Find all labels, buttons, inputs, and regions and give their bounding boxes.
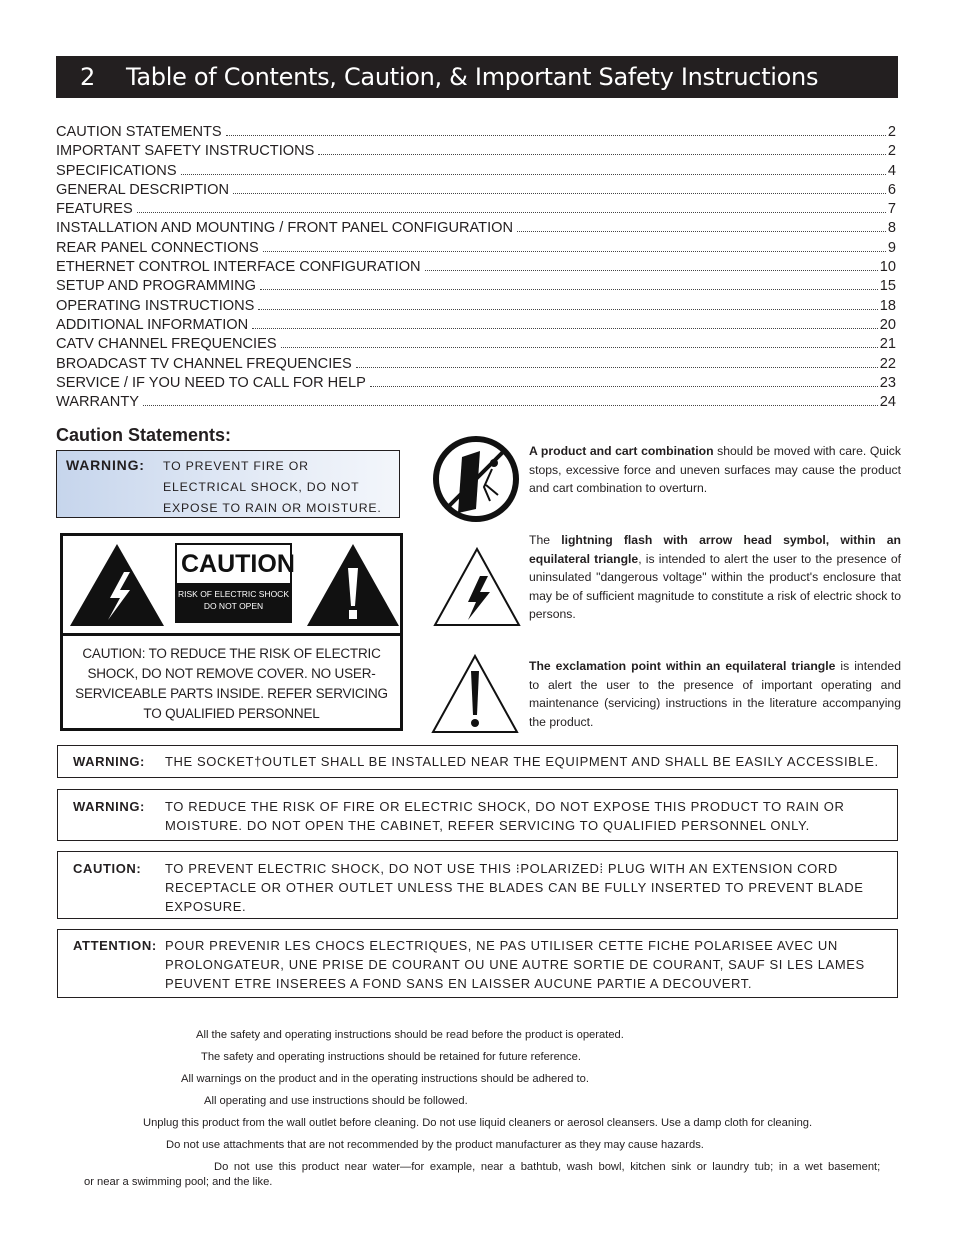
toc-label: ETHERNET CONTROL INTERFACE CONFIGURATION [56,259,421,276]
toc-leader [143,405,878,406]
caution-label [60,533,403,731]
toc-label: SPECIFICATIONS [56,162,177,179]
toc-page: 15 [879,278,896,295]
warning-text: TO PREVENT FIRE OR ELECTRICAL SHOCK, DO NOT EXPOSE TO RAIN OR MOISTURE. [163,459,382,515]
caution-title-block [175,543,295,623]
toc-row[interactable] [56,200,896,219]
table-of-contents [56,123,896,412]
toc-label: OPERATING INSTRUCTIONS [56,297,255,314]
notice-label: WARNING: [73,799,145,814]
toc-row[interactable] [56,297,896,316]
toc-leader [181,174,886,175]
toc-row[interactable] [56,239,896,258]
caution-label-text [63,633,400,731]
notice-label: WARNING: [73,754,145,769]
exclamation-description-bold: The exclamation point within an equilateral triangle [529,659,836,673]
lightning-description-bold: lightning flash with arrow head symbol, within an equilateral triangle [529,533,902,566]
cart-description-text: should be moved with care. Quick stops, excessive force and uneven surfaces may cause the product and cart combination to overturn. [529,444,901,495]
caution-line: SERVICEABLE PARTS INSIDE. REFER SERVICING [75,686,388,701]
notice-fire-warning [57,789,898,841]
caution-subtitle-line: DO NOT OPEN [203,601,264,611]
notice-label: CAUTION: [73,861,142,876]
toc-row[interactable] [56,316,896,335]
page-number: 2 [80,63,95,91]
toc-leader [370,386,878,387]
safety-instruction: All the safety and operating instructions should be read before the product is operated. [196,1029,624,1041]
exclamation-description [529,657,901,731]
toc-row[interactable] [56,335,896,354]
caution-title: CAUTION [177,545,290,583]
safety-instruction: or near a swimming pool; and the like. [84,1176,273,1188]
toc-label: REAR PANEL CONNECTIONS [56,239,259,256]
toc-leader [425,270,878,271]
toc-row[interactable] [56,258,896,277]
toc-leader [137,212,886,213]
toc-row[interactable] [56,374,896,393]
toc-row[interactable] [56,181,896,200]
caution-subtitle-line: RISK OF ELECTRIC SHOCK [178,589,289,599]
page-header [56,56,898,98]
toc-page: 23 [879,374,896,391]
lightning-description-prefix: The [529,533,562,547]
toc-label: ADDITIONAL INFORMATION [56,316,249,333]
toc-label: SETUP AND PROGRAMMING [56,278,257,295]
exclamation-point-icon [430,653,520,735]
notice-attention-french [57,929,898,998]
caution-subtitle [177,583,290,612]
toc-page: 2 [887,124,896,140]
toc-leader [260,289,878,290]
toc-page: 20 [879,316,896,333]
toc-page: 8 [887,220,896,237]
toc-page: 9 [887,239,896,256]
toc-label: BROADCAST TV CHANNEL FREQUENCIES [56,355,352,372]
warning-label: WARNING: [66,457,145,473]
safety-instruction: The safety and operating instructions should be retained for future reference. [201,1051,581,1063]
toc-label: CATV CHANNEL FREQUENCIES [56,336,277,353]
toc-page: 22 [879,355,896,372]
lightning-flash-icon [432,546,522,628]
notice-text: TO PREVENT ELECTRIC SHOCK, DO NOT USE THIS ⁝POLARIZED⁞ PLUG WITH AN EXTENSION CORD RECEPTACLE OR OTHER OUTLET UNLESS THE BLADES CAN BE FULLY INSERTED TO PREVENT BLADE EXPOSURE. [165,861,864,914]
cart-tip-over-icon [432,435,520,523]
toc-page: 21 [879,336,896,353]
notice-socket-warning [57,745,898,778]
lightning-description [529,531,901,624]
safety-instruction: Unplug this product from the wall outlet before cleaning. Do not use liquid cleaners or aerosol cleansers. Use a damp cloth for cleaning. [143,1117,813,1129]
toc-page: 18 [879,297,896,314]
caution-line: SHOCK, DO NOT REMOVE COVER. NO USER- [87,666,376,681]
toc-label: GENERAL DESCRIPTION [56,181,229,198]
toc-page: 2 [887,143,896,160]
toc-page: 10 [879,259,896,276]
toc-leader [318,154,885,155]
toc-page: 24 [879,394,896,411]
toc-leader [233,193,886,194]
toc-row[interactable] [56,355,896,374]
warning-box [56,450,400,518]
toc-row[interactable] [56,277,896,296]
toc-page: 4 [887,162,896,179]
toc-leader [517,231,886,232]
toc-label: SERVICE / IF YOU NEED TO CALL FOR HELP [56,374,366,391]
toc-page: 7 [887,201,896,218]
lightning-triangle-icon [68,542,166,628]
cart-description [529,442,901,498]
safety-instruction: All operating and use instructions should be followed. [204,1095,468,1107]
toc-leader [226,135,886,136]
toc-leader [263,251,886,252]
notice-label: ATTENTION: [73,938,157,953]
notice-text: TO REDUCE THE RISK OF FIRE OR ELECTRIC SHOCK, DO NOT EXPOSE THIS PRODUCT TO RAIN OR MOISTURE. DO NOT OPEN THE CABINET, REFER SERVICING TO QUALIFIED PERSONNEL ONLY. [165,799,845,833]
toc-leader [356,367,878,368]
exclamation-triangle-icon [305,542,401,628]
lightning-description-text: , is intended to alert the user to the presence of uninsulated "dangerous voltage" within the product's enclosure that may be of sufficient magnitude to constitute a risk of electric shock to persons. [529,551,901,621]
cart-description-bold: A product and cart combination [529,444,714,458]
notice-text: THE SOCKET†OUTLET SHALL BE INSTALLED NEAR THE EQUIPMENT AND SHALL BE EASILY ACCESSIBLE. [165,754,879,769]
exclamation-description-text: is intended to alert the user to the presence of important operating and maintenance (servicing) instructions in the literature accompanying the product. [529,659,901,729]
notice-polarized-caution [57,851,898,919]
toc-label: CAUTION STATEMENTS [56,124,222,140]
toc-row[interactable] [56,142,896,161]
toc-row[interactable] [56,219,896,238]
safety-instruction: Do not use this product near water—for example, near a bathtub, wash bowl, kitchen sink or laundry tub; in a wet basement; [214,1161,881,1173]
section-heading: Caution Statements: [56,425,232,445]
toc-label: WARRANTY [56,394,139,411]
page-title: Table of Contents, Caution, & Important Safety Instructions [126,63,819,91]
toc-leader [281,347,878,348]
toc-row[interactable] [56,123,896,142]
toc-label: IMPORTANT SAFETY INSTRUCTIONS [56,143,315,160]
toc-leader [252,328,878,329]
toc-label: INSTALLATION AND MOUNTING / FRONT PANEL CONFIGURATION [56,220,514,237]
notice-text: POUR PREVENIR LES CHOCS ELECTRIQUES, NE PAS UTILISER CETTE FICHE POLARISEE AVEC UN PROLONGATEUR, UNE PRISE DE COURANT OU UNE AUTRE SORTIE DE COURANT, SAUF SI LES LAMES PEUVENT ETRE INSEREES A FOND SANS EN LAISSER AUCUNE PARTIE A DECOUVERT. [165,938,865,991]
toc-page: 6 [887,181,896,198]
caution-line: TO QUALIFIED PERSONNEL [143,706,320,721]
safety-instruction: Do not use attachments that are not recommended by the product manufacturer as they may cause hazards. [166,1139,704,1151]
toc-row[interactable] [56,162,896,181]
toc-row[interactable] [56,393,896,412]
caution-line: CAUTION: TO REDUCE THE RISK OF ELECTRIC [82,646,381,661]
toc-label: FEATURES [56,201,133,218]
safety-instruction: All warnings on the product and in the operating instructions should be adhered to. [181,1073,589,1085]
toc-leader [258,309,877,310]
